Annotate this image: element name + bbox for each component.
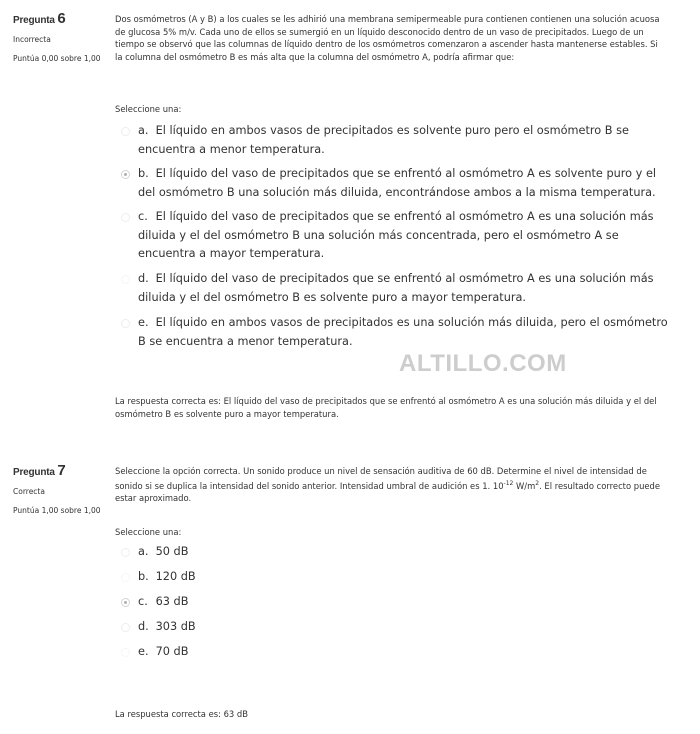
answer-option-text xyxy=(138,568,408,587)
answer-option-text xyxy=(138,314,670,351)
select-prompt: Seleccione una: xyxy=(115,527,182,537)
option-letter: d. xyxy=(138,272,149,285)
exponent: -12 xyxy=(503,479,514,487)
radio-d[interactable] xyxy=(121,623,130,632)
radio-b[interactable] xyxy=(121,170,130,179)
answer-option-text xyxy=(138,593,408,612)
question-number-value: 7 xyxy=(57,462,66,479)
option-label: El líquido del vaso de precipitados que se enfrentó al osmómetro A es solvente puro y el del osmómetro B una solución más diluida, encontrándose ambos a la misma temperatura. xyxy=(138,167,657,199)
question-text: Dos osmómetros (A y B) a los cuales se les adhirió una membrana semipermeable pura contienen contienen una solución acuosa de glucosa 5% m/v. Cada uno de ellos se sumergió en un líquido desconocido dentro de un vaso de precipitados. Luego de un tiempo se observó que las columnas de líquido dentro de los osmómetros comenzaron a ascender hasta mantenerse estables. Si la columna del osmómetro B es más alta que la columna del osmómetro A, podría afirmar que: xyxy=(115,14,660,62)
question-grade: Puntúa 0,00 sobre 1,00 xyxy=(13,54,101,63)
option-letter: a. xyxy=(138,545,149,558)
correct-answer-feedback: La respuesta correcta es: El líquido del vaso de precipitados que se enfrentó al osmómetro A es una solución más diluida y el del osmómetro B es solvente puro a mayor temperatura. xyxy=(115,396,657,419)
answer-option-text xyxy=(138,270,670,307)
question-label: Pregunta xyxy=(13,15,55,26)
radio-c[interactable] xyxy=(121,213,130,222)
answer-option-text xyxy=(138,208,670,264)
option-label: El líquido en ambos vasos de precipitados es una solución más diluida, pero el osmómetro B se encuentra a menor temperatura. xyxy=(138,316,668,348)
question-number-value: 6 xyxy=(57,10,66,27)
option-label: 63 dB xyxy=(155,595,189,608)
option-letter: d. xyxy=(138,620,149,633)
option-label: El líquido del vaso de precipitados que se enfrentó al osmómetro A es una solución más diluida y el del osmómetro B es solvente puro a mayor temperatura. xyxy=(138,272,654,304)
radio-c[interactable] xyxy=(121,598,130,607)
radio-e[interactable] xyxy=(121,648,130,657)
answer-option-text xyxy=(138,543,408,562)
option-label: 303 dB xyxy=(155,620,196,633)
answer-option-text xyxy=(138,643,408,662)
option-letter: c. xyxy=(138,595,148,608)
question-content xyxy=(115,13,660,114)
radio-e[interactable] xyxy=(121,319,130,328)
option-letter: c. xyxy=(138,210,148,223)
question-state: Incorrecta xyxy=(13,35,51,44)
question-number xyxy=(13,462,103,479)
option-label: El líquido en ambos vasos de precipitados es solvente puro pero el osmómetro B se encuentra a menor temperatura. xyxy=(138,124,629,156)
answer-option-text xyxy=(138,122,670,159)
option-label: 120 dB xyxy=(155,570,196,583)
option-letter: b. xyxy=(138,167,149,180)
correct-answer-feedback: La respuesta correcta es: 63 dB xyxy=(115,709,248,719)
option-letter: e. xyxy=(138,645,149,658)
radio-b[interactable] xyxy=(121,573,130,582)
option-label: El líquido del vaso de precipitados que se enfrentó al osmómetro A es una solución más diluida y el del osmómetro B una solución más concentrada, pero el osmómetro A se encuentra a mayor temperatura. xyxy=(138,210,654,261)
radio-d[interactable] xyxy=(121,275,130,284)
option-label: 50 dB xyxy=(155,545,189,558)
question-state: Correcta xyxy=(13,487,45,496)
watermark: ALTILLO.COM xyxy=(399,350,567,377)
answer-option-text xyxy=(138,618,408,637)
question-text-part: W/m xyxy=(513,480,536,491)
option-letter: b. xyxy=(138,570,149,583)
option-label: 70 dB xyxy=(155,645,189,658)
option-letter: a. xyxy=(138,124,149,137)
exponent: 2 xyxy=(535,479,540,487)
question-content xyxy=(115,465,660,537)
radio-a[interactable] xyxy=(121,548,130,557)
question-info xyxy=(13,462,103,517)
question-number xyxy=(13,10,103,27)
question-label: Pregunta xyxy=(13,467,55,478)
radio-a[interactable] xyxy=(121,127,130,136)
option-letter: e. xyxy=(138,316,149,329)
question-text-part: . El resultado correcto puede estar aproximado. xyxy=(115,480,660,503)
question-text-part: Seleccione la opción correcta. Un sonido produce un nivel de sensación auditiva de 60 dB. Determine el nivel de intensidad de sonido si se duplica la intensidad del sonido anterior. Intensidad umbral de audición es 1. 10 xyxy=(115,466,647,491)
question-info xyxy=(13,10,103,65)
question-text xyxy=(115,465,660,504)
answer-option-text xyxy=(138,165,670,202)
question-grade: Puntúa 1,00 sobre 1,00 xyxy=(13,506,101,515)
select-prompt: Seleccione una: xyxy=(115,104,182,114)
